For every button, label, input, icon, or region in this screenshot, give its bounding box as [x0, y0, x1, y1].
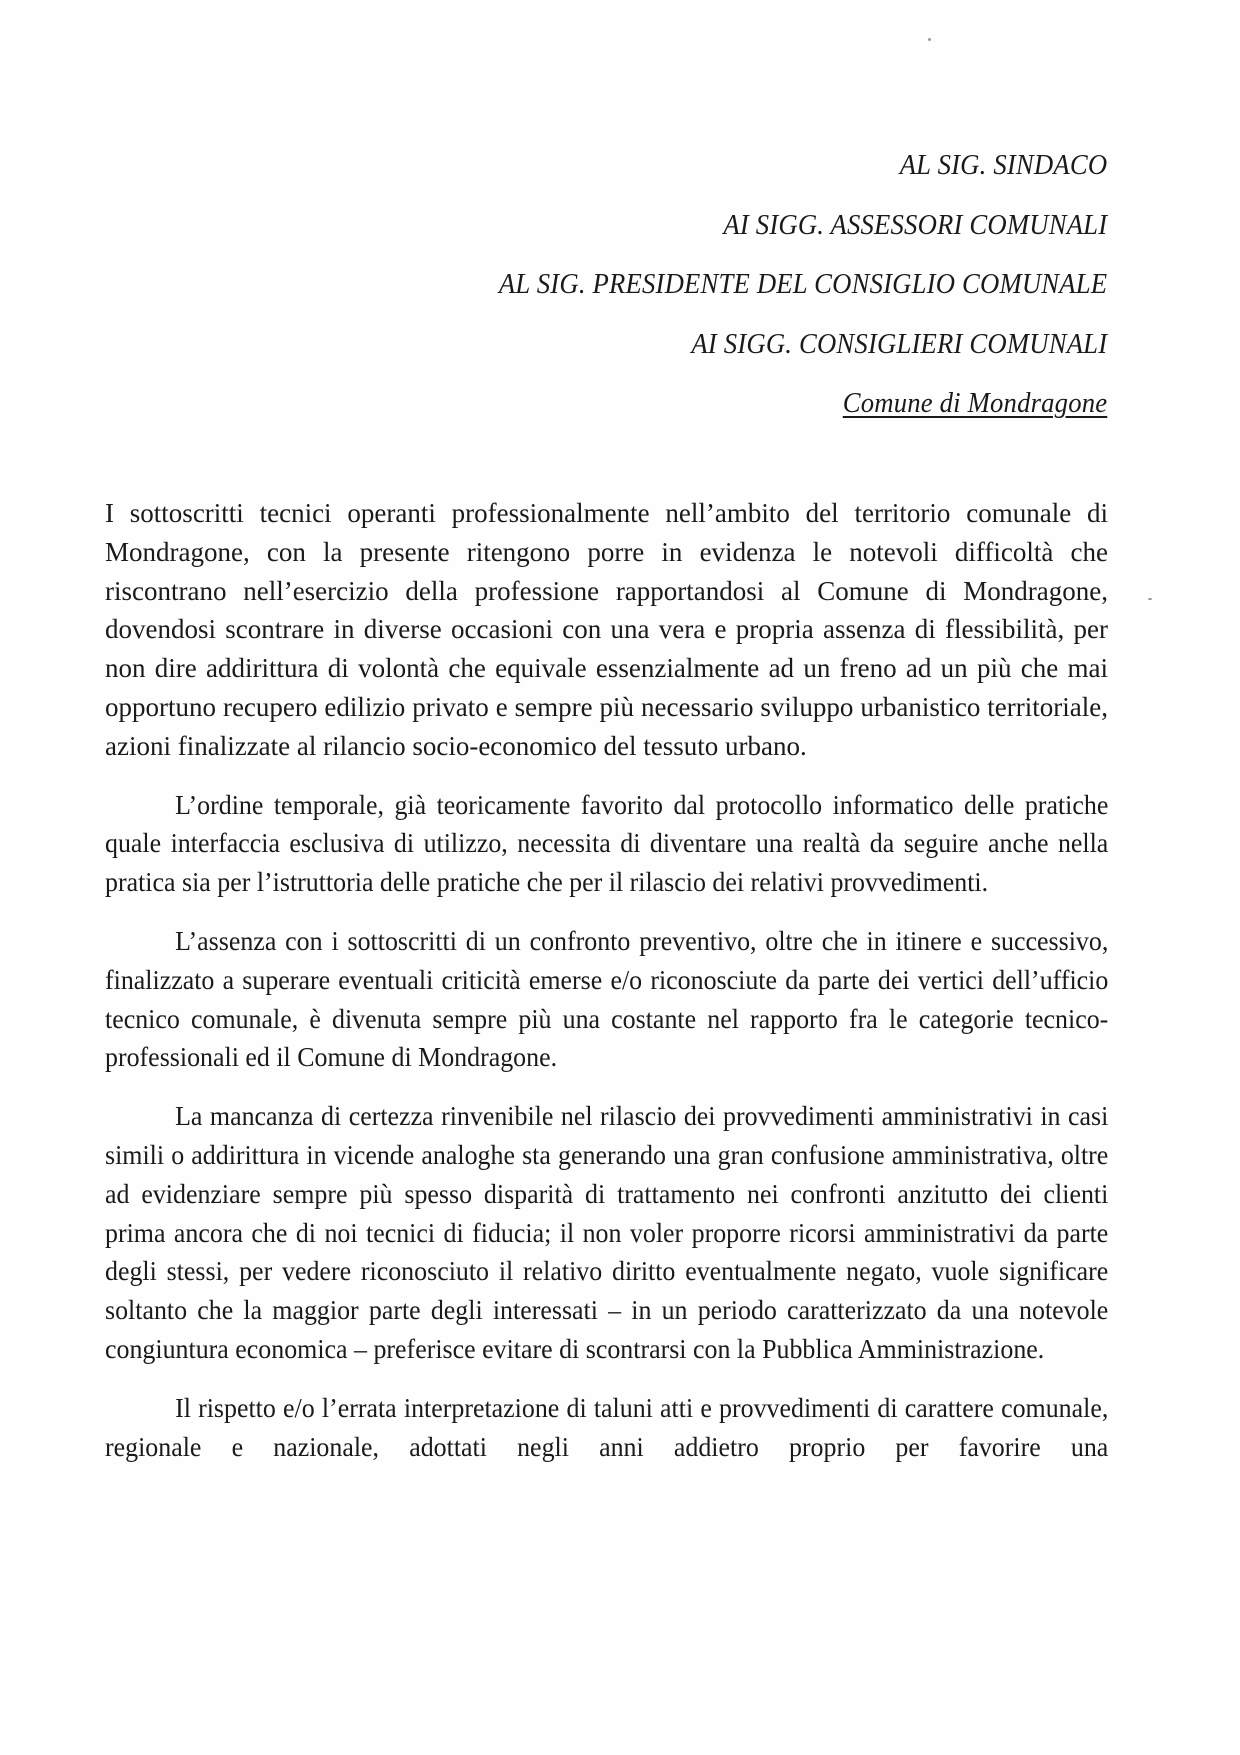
scan-speck: [928, 38, 931, 41]
paragraph-4: La mancanza di certezza rinvenibile nel rilascio dei provvedimenti amministrativi in casi simili o addirittura in vicende analoghe sta generando una gran confusione amministrativa, oltre ad evidenziare sempre più spesso disparità di trattamento nei confronti anzitutto dei clienti prima ancora che di noi tecnici di fiducia; il non voler proporre ricorsi amministrativi da parte degli stessi, per vedere riconosciuto il relativo diritto eventualmente negato, vuole significare soltanto che la maggior parte degli interessati – in un periodo caratterizzato da una notevole congiuntura economica – preferisce evitare di scontrarsi con la Pubblica Amministrazione.: [105, 1101, 1109, 1364]
paragraph-1: I sottoscritti tecnici operanti professionalmente nell’ambito del territorio comunale di Mondragone, con la presente ritengono porre in evidenza le notevoli difficoltà che riscontrano nell’esercizio della professione rapportandosi al Comune di Mondragone, dovendosi scontrare in diverse occasioni con una vera e propria assenza di flessibilità, per non dire addirittura di volontà che equivale essenzialmente ad un freno ad un più che mai opportuno recupero edilizio privato e sempre più necessario sviluppo urbanistico territoriale, azioni finalizzate al rilancio socio-economico del tessuto urbano.: [105, 498, 1108, 761]
paragraph-5: Il rispetto e/o l’errata interpretazione di taluni atti e provvedimenti di carattere comunale, regionale e nazionale, adottati negli anni addietro proprio per favorire una: [105, 1392, 1109, 1462]
recipient-comune: Comune di Mondragone: [842, 387, 1107, 419]
recipient-consiglieri: AI SIGG. CONSIGLIERI COMUNALI: [691, 327, 1107, 360]
paragraph-3: L’assenza con i sottoscritti di un confronto preventivo, oltre che in itinere e successivo, finalizzato a superare eventuali criticità emerse e/o riconosciute da parte dei vertici dell’ufficio tecnico comunale, è divenuta sempre più una costante nel rapporto fra le categorie tecnico-professionali ed il Comune di Mondragone.: [105, 925, 1109, 1073]
recipient-sindaco: AL SIG. SINDACO: [899, 149, 1107, 181]
recipient-presidente-consiglio: AL SIG. PRESIDENTE DEL CONSIGLIO COMUNALE: [498, 268, 1107, 300]
letter-body: [105, 494, 1108, 1466]
scan-speck: [1148, 598, 1152, 600]
paragraph-2: L’ordine temporale, già teoricamente favorito dal protocollo informatico delle pratiche quale interfaccia esclusiva di utilizzo, necessita di diventare una realtà da seguire anche nella pratica sia per l’istruttoria delle pratiche che per il rilascio dei relativi provvedimenti.: [105, 789, 1109, 898]
recipient-assessori: AI SIGG. ASSESSORI COMUNALI: [723, 208, 1107, 241]
recipients-block: [446, 136, 1107, 434]
